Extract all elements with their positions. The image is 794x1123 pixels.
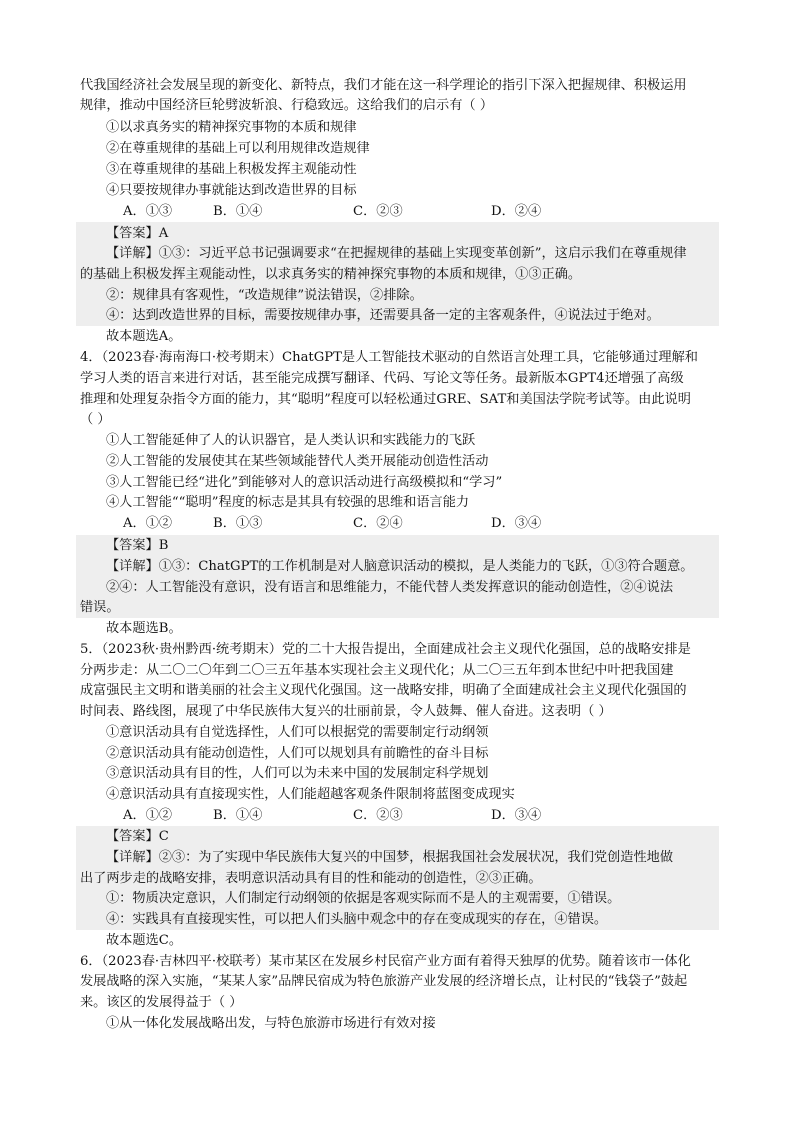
- q4-detail-line-3: 错误。: [80, 600, 120, 615]
- q5-option-b: B．①④: [213, 808, 263, 823]
- q3-detail-line-1: 【详解】①③：习近平总书记强调要求“在把握规律的基础上实现变革创新”，这启示我们在尊重规律: [106, 246, 687, 261]
- q3-statement-1: ①以求真务实的精神探究事物的本质和规律: [106, 120, 357, 135]
- q5-detail-line-2: 出了两步走的战略安排，表明意识活动具有目的性和能动的创造性，②③正确。: [80, 871, 542, 886]
- q5-statement-3: ③意识活动具有目的性，人们可以为未来中国的发展制定科学规划: [106, 766, 489, 781]
- q5-stem-line-1: 5．（2023秋·贵州黔西·统考期末）党的二十大报告提出，全面建成社会主义现代化强国，总的战略安排是: [80, 642, 691, 657]
- q5-detail-line-4: ④：实践具有直接现实性，可以把人们头脑中观念中的存在变成现实的存在，④错误。: [106, 912, 608, 927]
- q3-statement-3: ③在尊重规律的基础上积极发挥主观能动性: [106, 162, 357, 177]
- q3-option-c: C．②③: [353, 204, 403, 219]
- q5-option-a: A．①②: [123, 808, 173, 823]
- q3-intro-line-2: 规律，推动中国经济巨轮劈波斩浪、行稳致远。这给我们的启示有（ ）: [80, 98, 494, 113]
- q3-option-a: A．①③: [123, 204, 173, 219]
- q3-detail-line-2: 的基础上积极发挥主观能动性，以求真务实的精神探究事物的本质和规律，①③正确。: [80, 267, 582, 282]
- q5-statement-1: ①意识活动具有自觉选择性，人们可以根据党的需要制定行动纲领: [106, 725, 489, 740]
- q4-option-a: A．①②: [123, 516, 173, 531]
- q4-statement-3: ③人工智能已经“进化”到能够对人的意识活动进行高级模拟和“学习”: [106, 475, 503, 490]
- q4-stem-line-2: 学习人类的语言来进行对话，甚至能完成撰写翻译、代码、写论文等任务。最新版本GPT4还增强了高级: [80, 371, 684, 386]
- q4-answer: 【答案】B: [106, 538, 169, 553]
- q4-detail-line-2: ②④：人工智能没有意识，没有语言和思维能力，不能代替人类发挥意识的能动创造性，②④说法: [106, 580, 674, 595]
- q4-option-c: C．②④: [353, 516, 403, 531]
- q4-detail-line-1: 【详解】①③：ChatGPT的工作机制是对人脑意识活动的模拟，是人类能力的飞跃，①③符合题意。: [106, 559, 694, 574]
- q4-statement-4: ④人工智能““聪明”程度的标志是其具有较强的思维和语言能力: [106, 495, 470, 510]
- q3-detail-line-4: ④：达到改造世界的目标，需要按规律办事，还需要具备一定的主客观条件，④说法过于绝对。: [106, 308, 660, 323]
- q4-stem-line-3: 推理和处理复杂指令方面的能力，其“聪明”程度可以轻松通过GRE、SAT和美国法学院考试等。由此说明: [80, 392, 691, 407]
- q5-option-d: D．③④: [491, 808, 542, 823]
- q5-detail-line-1: 【详解】②③：为了实现中华民族伟大复兴的中国梦，根据我国社会发展状况，我们党创造性地做: [106, 850, 674, 865]
- q3-conclusion: 故本题选A。: [106, 329, 182, 344]
- q5-statement-2: ②意识活动具有能动创造性，人们可以规划具有前瞻性的奋斗目标: [106, 746, 489, 761]
- q4-stem-line-4: （ ）: [80, 412, 111, 427]
- q5-stem-line-3: 成富强民主文明和谐美丽的社会主义现代化强国。这一战略安排，明确了全面建成社会主义现代化强国的: [80, 683, 687, 698]
- q4-option-b: B．①③: [213, 516, 263, 531]
- q4-stem-line-1: 4．（2023春·海南海口·校考期末）ChatGPT是人工智能技术驱动的自然语言处理工具，它能够通过理解和: [80, 350, 698, 365]
- q6-stem-line-2: 发展战略的深入实施，“某某人家”品牌民宿成为特色旅游产业发展的经济增长点，让村民的“钱袋子”鼓起: [80, 974, 688, 989]
- q3-statement-2: ②在尊重规律的基础上可以利用规律改造规律: [106, 141, 370, 156]
- q5-answer: 【答案】C: [106, 829, 169, 844]
- q6-stem-line-1: 6．（2023春·吉林四平·校联考）某市某区在发展乡村民宿产业方面有着得天独厚的优势。随着该市一体化: [80, 954, 691, 969]
- q5-option-c: C．②③: [353, 808, 403, 823]
- q5-stem-line-4: 时间表、路线图，展现了中华民族伟大复兴的壮丽前景，令人鼓舞、催人奋进。这表明（ ）: [80, 704, 612, 719]
- q5-conclusion: 故本题选C。: [106, 933, 183, 948]
- q6-stem-line-3: 来。该区的发展得益于（ ）: [80, 995, 243, 1010]
- q5-statement-4: ④意识活动具有直接现实性，人们能超越客观条件限制将蓝图变成现实: [106, 787, 515, 802]
- q3-option-d: D．②④: [491, 204, 542, 219]
- q6-statement-1: ①从一体化发展战略出发，与特色旅游市场进行有效对接: [106, 1016, 436, 1031]
- q4-conclusion: 故本题选B。: [106, 621, 182, 636]
- q3-intro-line-1: 代我国经济社会发展呈现的新变化、新特点，我们才能在这一科学理论的指引下深入把握规律、积极运用: [80, 78, 687, 93]
- q3-detail-line-3: ②：规律具有客观性，“改造规律”说法错误，②排除。: [106, 288, 423, 303]
- q3-answer: 【答案】A: [106, 226, 169, 241]
- q5-detail-line-3: ①：物质决定意识，人们制定行动纲领的依据是客观实际而不是人的主观需要，①错误。: [106, 891, 621, 906]
- q3-option-b: B．①④: [213, 204, 263, 219]
- q3-statement-4: ④只要按规律办事就能达到改造世界的目标: [106, 183, 357, 198]
- q4-option-d: D．③④: [491, 516, 542, 531]
- q5-stem-line-2: 分两步走：从二〇二〇年到二〇三五年基本实现社会主义现代化；从二〇三五年到本世纪中叶把我国建: [80, 663, 674, 678]
- q4-statement-2: ②人工智能的发展使其在某些领域能替代人类开展能动创造性活动: [106, 454, 489, 469]
- q4-statement-1: ①人工智能延伸了人的认识器官，是人类认识和实践能力的飞跃: [106, 433, 476, 448]
